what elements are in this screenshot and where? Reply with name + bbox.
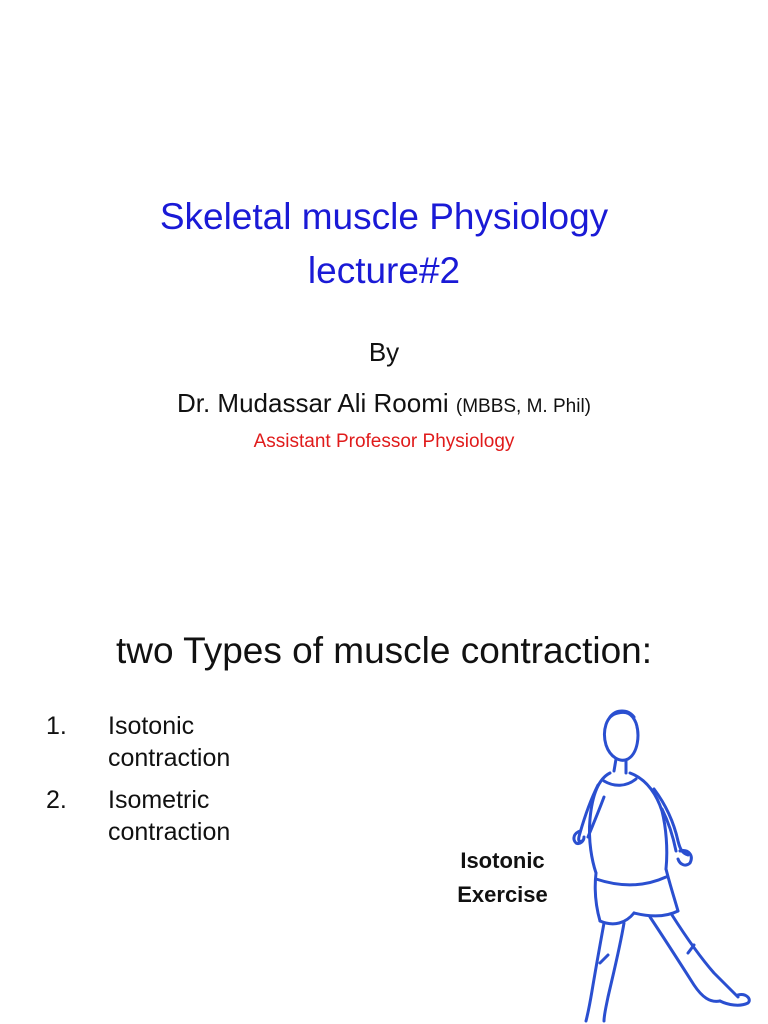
figure-label [430, 844, 575, 912]
figure-label-line1: Isotonic [460, 848, 545, 873]
by-label: By [368, 337, 400, 367]
list-item-line2: contraction [108, 744, 231, 772]
figure-label-line2: Exercise [457, 882, 548, 907]
running-man-sketch-icon [570, 701, 760, 1024]
author-name: Dr. Mudassar Ali Roomi [176, 388, 449, 418]
author-position: Assistant Professor Physiology [253, 431, 515, 452]
lecture-title-line1: Skeletal muscle Physiology [159, 196, 609, 237]
lecture-title [0, 190, 768, 298]
list-item [46, 784, 346, 848]
author-credentials: (MBBS, M. Phil) [455, 396, 591, 417]
content-slide [0, 576, 768, 1024]
list-item-number: 2. [46, 786, 67, 814]
list-item [46, 710, 346, 774]
list-item-line1: Isotonic [108, 712, 195, 740]
slide-heading: two Types of muscle contraction: [115, 630, 653, 671]
list-item-number: 1. [46, 712, 67, 740]
list-item-line2: contraction [108, 818, 231, 846]
author-line [0, 386, 768, 424]
list-item-line1: Isometric [108, 786, 210, 814]
lecture-title-line2: lecture#2 [307, 250, 461, 291]
isotonic-exercise-figure [430, 701, 768, 1024]
contraction-types-list [46, 710, 346, 858]
